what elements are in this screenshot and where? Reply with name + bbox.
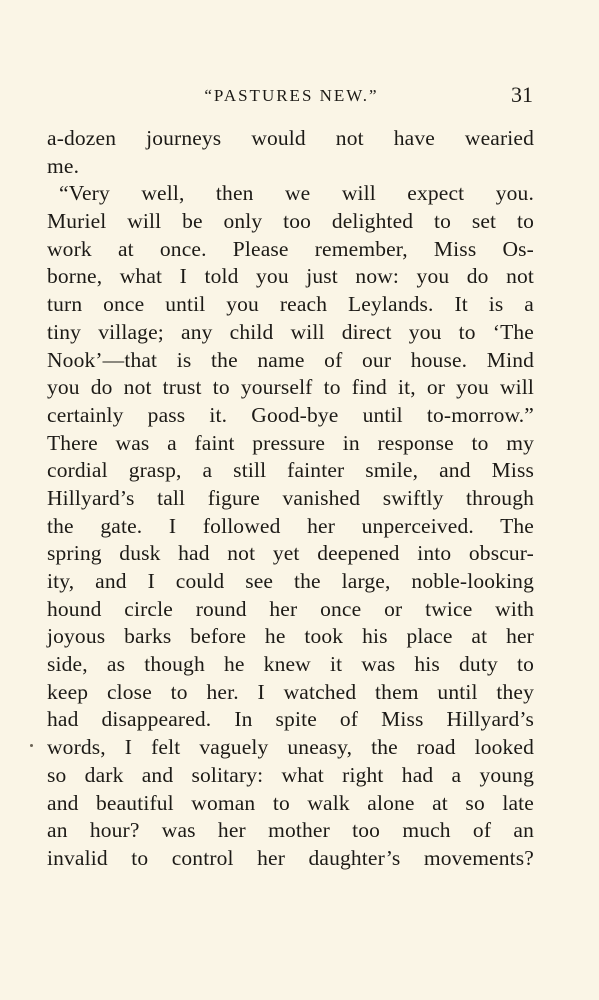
- text-line: work at once. Please remember, Miss Os-: [47, 236, 534, 261]
- text-line: cordial grasp, a still fainter smile, and Miss: [47, 458, 534, 483]
- text-line: turn once until you reach Leylands. It is a: [47, 292, 534, 317]
- text-line: me.: [47, 153, 80, 178]
- page-number: 31: [511, 82, 533, 107]
- text-line: tiny village; any child will direct you to ‘The: [47, 319, 534, 344]
- text-line: you do not trust to yourself to find it, or you will: [47, 375, 534, 400]
- text-line: spring dusk had not yet deepened into obscur-: [47, 541, 534, 566]
- text-line: had disappeared. In spite of Miss Hillyard’s: [47, 707, 534, 732]
- text-line: a-dozen journeys would not have wearied: [47, 126, 534, 150]
- text-line: words, I felt vaguely uneasy, the road looked: [47, 735, 534, 760]
- text-line: side, as though he knew it was his duty to: [47, 652, 534, 677]
- text-line: hound circle round her once or twice with: [47, 596, 534, 621]
- text-line: certainly pass it. Good-bye until to-morrow.”: [47, 402, 534, 427]
- text-line: Nook’—that is the name of our house. Mind: [47, 347, 534, 372]
- text-line: joyous barks before he took his place at her: [47, 624, 534, 649]
- running-title: “PASTURES NEW.”: [204, 86, 379, 105]
- text-line: ity, and I could see the large, noble-looking: [47, 569, 534, 593]
- text-line: borne, what I told you just now: you do not: [47, 264, 534, 289]
- text-line: the gate. I followed her unperceived. The: [47, 513, 534, 538]
- text-line: invalid to control her daughter’s movements?: [47, 845, 534, 870]
- text-line: and beautiful woman to walk alone at so late: [47, 790, 534, 815]
- text-line: an hour? was her mother too much of an: [47, 818, 534, 843]
- text-line: so dark and solitary: what right had a young: [47, 762, 534, 787]
- margin-speck: [30, 744, 33, 747]
- text-line: Muriel will be only too delighted to set to: [47, 209, 534, 234]
- body-text: [47, 125, 534, 873]
- text-line: Hillyard’s tall figure vanished swiftly through: [47, 485, 534, 510]
- text-line: “Very well, then we will expect you.: [59, 181, 534, 206]
- running-head: [48, 82, 535, 112]
- text-line: keep close to her. I watched them until they: [47, 679, 534, 704]
- text-line: There was a faint pressure in response to my: [47, 430, 534, 455]
